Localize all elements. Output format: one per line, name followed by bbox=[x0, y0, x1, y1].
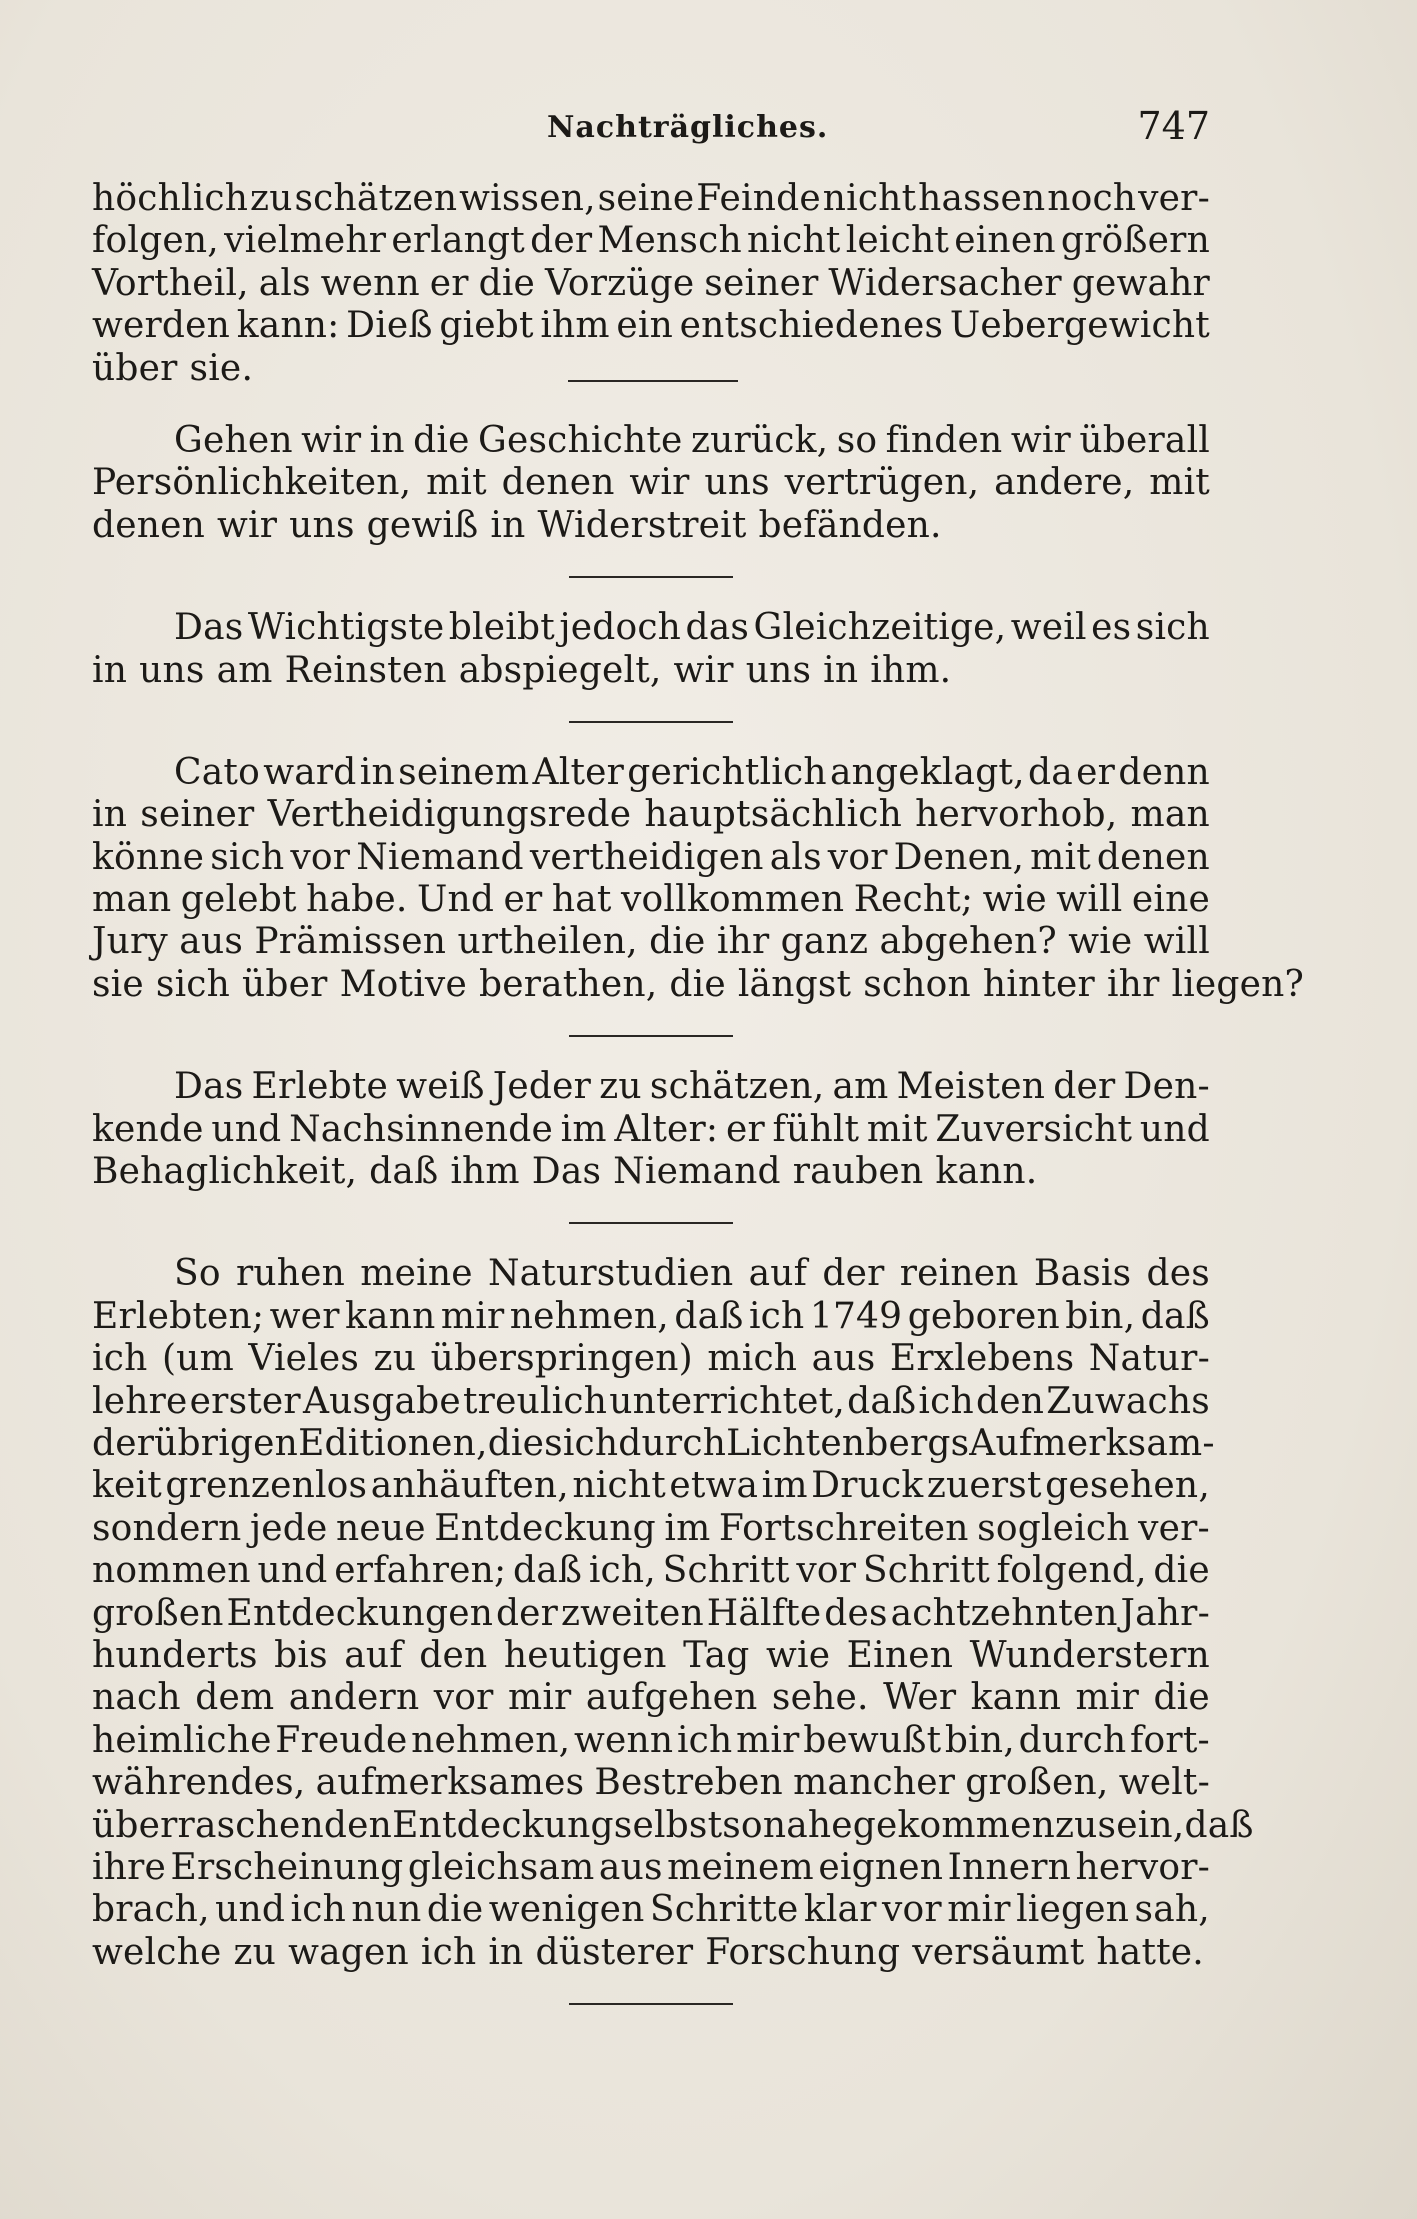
text-line: nommen und erfahren; daß ich, Schritt vor Schritt folgend, die bbox=[92, 1550, 1210, 1592]
page-number: 747 bbox=[1137, 104, 1210, 148]
text-line: Vortheil, als wenn er die Vorzüge seiner Widersacher gewahr bbox=[92, 262, 1210, 304]
text-line: großen Entdeckungen der zweiten Hälfte des achtzehnten Jahr- bbox=[92, 1592, 1210, 1634]
text-line: in uns am Reinsten abspiegelt, wir uns in ihm. bbox=[92, 649, 952, 691]
separator-rule bbox=[569, 576, 733, 578]
text-line: kende und Nachsinnende im Alter: er fühlt mit Zuversicht und bbox=[92, 1108, 1210, 1150]
text-line: Das Erlebte weiß Jeder zu schätzen, am Meisten der Den- bbox=[174, 1066, 1210, 1108]
separator-rule bbox=[569, 721, 733, 723]
text-line: folgen, vielmehr erlangt der Mensch nicht leicht einen größern bbox=[92, 220, 1210, 262]
text-line: lehre erster Ausgabe treulich unterrichtet, daß ich den Zuwachs bbox=[92, 1380, 1210, 1422]
text-line: Behaglichkeit, daß ihm Das Niemand rauben kann. bbox=[92, 1151, 1038, 1193]
page-header bbox=[92, 104, 1210, 154]
paragraph-p1 bbox=[92, 178, 1210, 390]
text-line: überraschenden Entdeckung selbst so nahe gekommen zu sein, daß bbox=[92, 1804, 1254, 1846]
paragraph-p3 bbox=[92, 607, 1210, 692]
paragraph-p2 bbox=[92, 420, 1210, 547]
text-line: Erlebten; wer kann mir nehmen, daß ich 1749 geboren bin, daß bbox=[92, 1295, 1210, 1337]
text-line: Das Wichtigste bleibt jedoch das Gleichzeitige, weil es sich bbox=[174, 607, 1210, 649]
text-line: sie sich über Motive berathen, die längst schon hinter ihr liegen? bbox=[92, 963, 1305, 1005]
text-line: währendes, aufmerksames Bestreben mancher großen, welt- bbox=[92, 1762, 1210, 1804]
text-line: der übrigen Editionen, die sich durch Lichtenbergs Aufmerksam- bbox=[92, 1422, 1215, 1464]
text-line: hunderts bis auf den heutigen Tag wie Einen Wunderstern bbox=[92, 1634, 1210, 1676]
text-line: Gehen wir in die Geschichte zurück, so finden wir überall bbox=[174, 419, 1210, 461]
separator-rule bbox=[569, 2003, 733, 2005]
text-line: höchlich zu schätzen wissen, seine Feinde nicht hassen noch ver- bbox=[92, 178, 1210, 219]
text-line: welche zu wagen ich in düsterer Forschung versäumt hatte. bbox=[92, 1931, 1204, 1973]
separator-rule bbox=[569, 1222, 733, 1224]
text-line: brach, und ich nun die wenigen Schritte klar vor mir liegen sah, bbox=[92, 1889, 1210, 1931]
separator-rule bbox=[568, 380, 738, 382]
section-separator bbox=[92, 390, 1210, 420]
text-line: über sie. bbox=[92, 348, 1210, 390]
text-line: Cato ward in seinem Alter gerichtlich angeklagt, da er denn bbox=[174, 751, 1210, 793]
text-line: man gelebt habe. Und er hat vollkommen Recht; wie will eine bbox=[92, 879, 1210, 921]
text-line: ich (um Vieles zu überspringen) mich aus Erxlebens Natur- bbox=[92, 1338, 1210, 1380]
text-line: sondern jede neue Entdeckung im Fortschreiten sogleich ver- bbox=[92, 1507, 1210, 1549]
section-separator bbox=[92, 1193, 1210, 1253]
text-line: heimliche Freude nehmen, wenn ich mir bewußt bin, durch fort- bbox=[92, 1719, 1210, 1761]
text-line: könne sich vor Niemand vertheidigen als vor Denen, mit denen bbox=[92, 836, 1210, 878]
section-separator bbox=[92, 1006, 1210, 1066]
text-line: werden kann: Dieß giebt ihm ein entschiedenes Uebergewicht bbox=[92, 305, 1210, 347]
text-line: ihre Erscheinung gleichsam aus meinem eignen Innern hervor- bbox=[92, 1846, 1210, 1888]
text-line: So ruhen meine Naturstudien auf der reinen Basis des bbox=[174, 1253, 1210, 1295]
text-line: denen wir uns gewiß in Widerstreit befänden. bbox=[92, 504, 942, 546]
text-line: Persönlichkeiten, mit denen wir uns vertrügen, andere, mit bbox=[92, 462, 1210, 504]
section-separator bbox=[92, 1974, 1210, 2034]
paragraph-p5 bbox=[92, 1066, 1210, 1193]
separator-rule bbox=[569, 1035, 733, 1037]
text-line: in seiner Vertheidigungsrede hauptsächlich hervorhob, man bbox=[92, 794, 1210, 836]
text-line: keit grenzenlos anhäuften, nicht etwa im Druck zuerst gesehen, bbox=[92, 1465, 1210, 1507]
section-separator bbox=[92, 547, 1210, 607]
section-separator bbox=[92, 692, 1210, 752]
paragraph-p4 bbox=[92, 751, 1305, 1006]
running-head: Nachträgliches. bbox=[547, 110, 829, 145]
text-line: nach dem andern vor mir aufgehen sehe. Wer kann mir die bbox=[92, 1677, 1210, 1719]
body-text bbox=[92, 178, 1305, 2034]
text-line: Jury aus Prämissen urtheilen, die ihr ganz abgehen? wie will bbox=[92, 921, 1210, 963]
paragraph-p6 bbox=[92, 1253, 1254, 1974]
